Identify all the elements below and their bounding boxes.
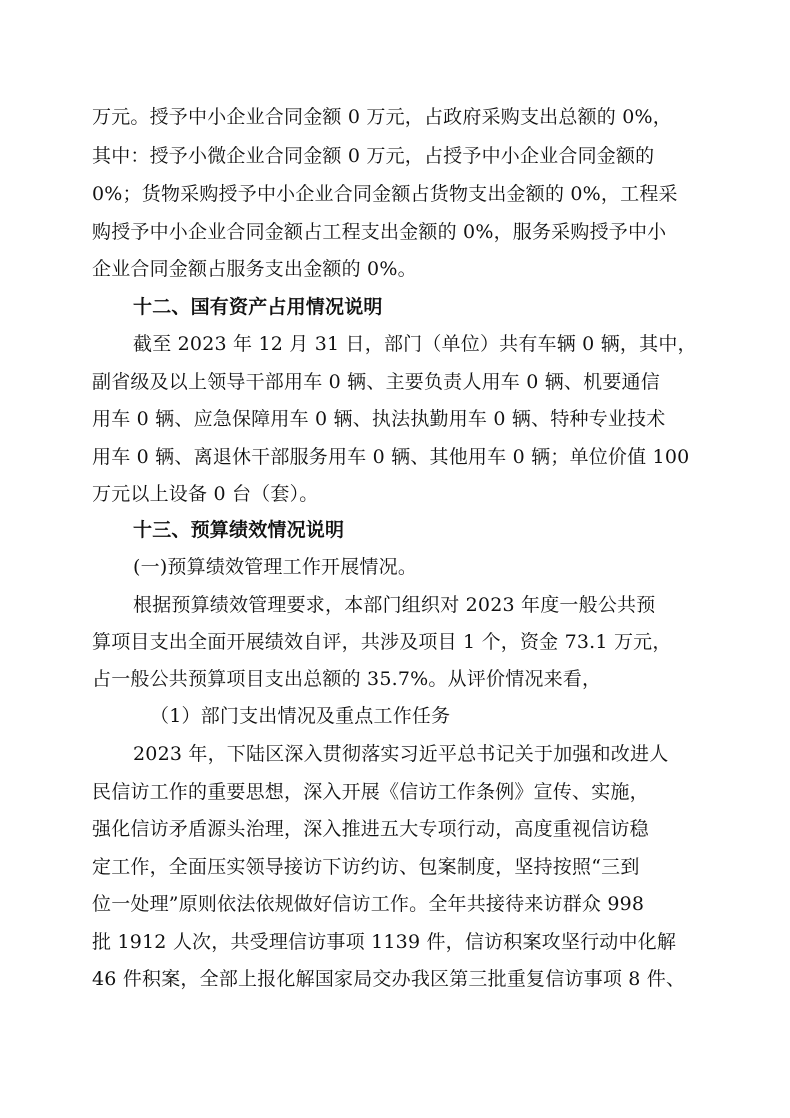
- numbered-subheading: （1）部门支出情况及重点工作任务: [150, 705, 451, 727]
- body-text-line: 强化信访矛盾源头治理，深入推进五大专项行动，高度重视信访稳: [92, 818, 649, 840]
- section-heading-12: 十二、国有资产占用情况说明: [133, 296, 383, 318]
- body-text-line: 46 件积案，全部上报化解国家局交办我区第三批重复信访事项 8 件、: [92, 968, 686, 990]
- body-text-line: 万元。授予中小企业合同金额 0 万元，占政府采购支出总额的 0%，: [92, 106, 672, 128]
- body-text-line: 占一般公共预算项目支出总额的 35.7%。从评价情况来看，: [92, 668, 602, 690]
- body-text-line: 截至 2023 年 12 月 31 日，部门（单位）共有车辆 0 辆，其中，: [133, 333, 697, 355]
- body-text-line: 定工作，全面压实领导接访下访约访、包案制度，坚持按照“三到: [92, 856, 640, 878]
- body-text-line: 用车 0 辆、离退休干部服务用车 0 辆、其他用车 0 辆；单位价值 100: [92, 446, 690, 468]
- body-text-line: 算项目支出全面开展绩效自评，共涉及项目 1 个，资金 73.1 万元，: [92, 631, 672, 653]
- body-text-line: 位一处理”原则依法依规做好信访工作。全年共接待来访群众 998: [92, 893, 645, 915]
- body-text-line: 2023 年，下陆区深入贯彻落实习近平总书记关于加强和改进人: [133, 743, 669, 765]
- body-text-line: 民信访工作的重要思想，深入开展《信访工作条例》宣传、实施，: [92, 781, 649, 803]
- body-text-line: 企业合同金额占服务支出金额的 0%。: [92, 258, 417, 280]
- body-text-line: 根据预算绩效管理要求，本部门组织对 2023 年度一般公共预: [133, 594, 656, 616]
- body-text-line: 用车 0 辆、应急保障用车 0 辆、执法执勤用车 0 辆、特种专业技术: [92, 408, 666, 430]
- section-heading-13: 十三、预算绩效情况说明: [133, 519, 345, 541]
- body-text-line: 0%；货物采购授予中小企业合同金额占货物支出金额的 0%，工程采: [92, 183, 678, 205]
- body-text-line: 其中：授予小微企业合同金额 0 万元，占授予中小企业合同金额的: [92, 145, 655, 167]
- body-text-line: 副省级及以上领导干部用车 0 辆、主要负责人用车 0 辆、机要通信: [92, 371, 660, 393]
- body-text-line: 购授予中小企业合同金额占工程支出金额的 0%，服务采购授予中小: [92, 221, 667, 243]
- body-text-line: 批 1912 人次，共受理信访事项 1139 件，信访积案攻坚行动中化解: [92, 931, 677, 953]
- body-text-line: 万元以上设备 0 台（套）。: [92, 483, 319, 505]
- subsection-heading: (一)预算绩效管理工作开展情况。: [133, 556, 418, 578]
